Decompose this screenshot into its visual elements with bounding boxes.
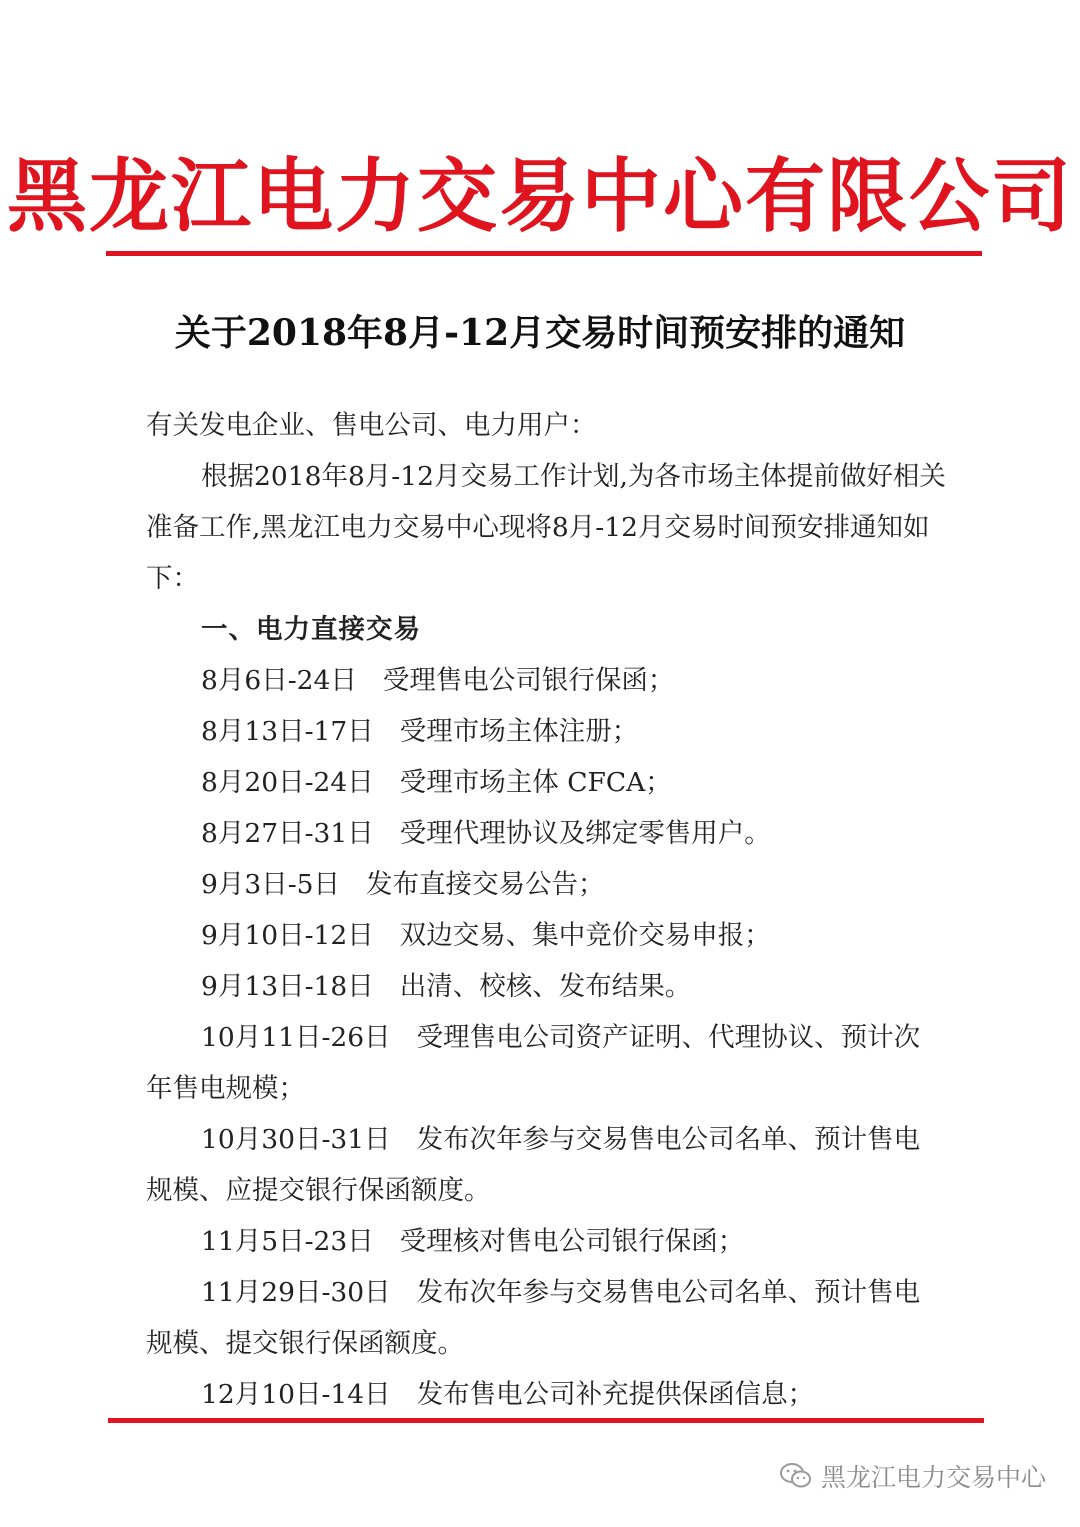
schedule-item — [146, 1267, 946, 1369]
schedule-item — [146, 808, 946, 859]
schedule-text: 发布直接交易公告； — [366, 869, 605, 900]
schedule-date: 8月20日-24日 — [201, 767, 374, 798]
schedule-date: 11月29日-30日 — [201, 1277, 391, 1308]
schedule-item — [146, 655, 946, 706]
schedule-date: 9月13日-18日 — [201, 971, 374, 1002]
schedule-text: 发布次年参与交易售电公司名单、预计售电规模、提交银行保函额度。 — [146, 1277, 921, 1359]
schedule-text: 受理代理协议及绑定零售用户。 — [399, 818, 771, 849]
schedule-text: 发布售电公司补充提供保函信息； — [416, 1379, 815, 1410]
schedule-item — [146, 1216, 946, 1267]
schedule-text: 双边交易、集中竞价交易申报； — [399, 920, 771, 951]
schedule-date: 9月10日-12日 — [201, 920, 374, 951]
schedule-item — [146, 757, 946, 808]
schedule-date: 8月6日-24日 — [201, 665, 357, 696]
schedule-text: 受理售电公司资产证明、代理协议、预计次年售电规模； — [146, 1022, 921, 1104]
schedule-item — [146, 1114, 946, 1216]
schedule-item — [146, 1369, 946, 1420]
schedule-date: 10月11日-26日 — [201, 1022, 391, 1053]
company-letterhead: 黑龙江电力交易中心有限公司 — [7, 150, 1073, 243]
schedule-text: 发布次年参与交易售电公司名单、预计售电规模、应提交银行保函额度。 — [146, 1124, 921, 1206]
schedule-text: 受理市场主体注册； — [399, 716, 639, 747]
schedule-date: 8月13日-17日 — [201, 716, 374, 747]
letterhead-divider-bottom — [108, 1418, 984, 1423]
schedule-text: 受理市场主体 CFCA； — [399, 767, 672, 798]
schedule-item — [146, 961, 946, 1012]
schedule-list — [146, 655, 946, 1420]
schedule-date: 11月5日-23日 — [201, 1226, 374, 1257]
letterhead-divider-top — [106, 251, 982, 256]
notice-title: 关于2018年8月-12月交易时间预安排的通知 — [174, 312, 906, 354]
schedule-date: 12月10日-14日 — [201, 1379, 391, 1410]
schedule-item — [146, 706, 946, 757]
schedule-text: 出清、校核、发布结果。 — [399, 971, 692, 1002]
footer-watermark — [779, 1458, 1046, 1494]
wechat-icon — [779, 1462, 813, 1490]
schedule-text: 受理核对售电公司银行保函； — [399, 1226, 745, 1257]
notice-body — [146, 400, 946, 1420]
schedule-date: 9月3日-5日 — [201, 869, 341, 900]
schedule-item — [146, 859, 946, 910]
footer-brand-name: 黑龙江电力交易中心 — [820, 1463, 1046, 1492]
schedule-text: 受理售电公司银行保函； — [382, 665, 675, 696]
section-heading: 一、电力直接交易 — [201, 614, 421, 645]
intro-paragraph: 根据2018年8月-12月交易工作计划,为各市场主体提前做好相关准备工作,黑龙江电力交易中心现将8月-12月交易时间预安排通知如下： — [146, 461, 946, 594]
schedule-date: 8月27日-31日 — [201, 818, 374, 849]
schedule-date: 10月30日-31日 — [201, 1124, 391, 1155]
schedule-item — [146, 1012, 946, 1114]
salutation: 有关发电企业、售电公司、电力用户： — [146, 410, 597, 441]
schedule-item — [146, 910, 946, 961]
